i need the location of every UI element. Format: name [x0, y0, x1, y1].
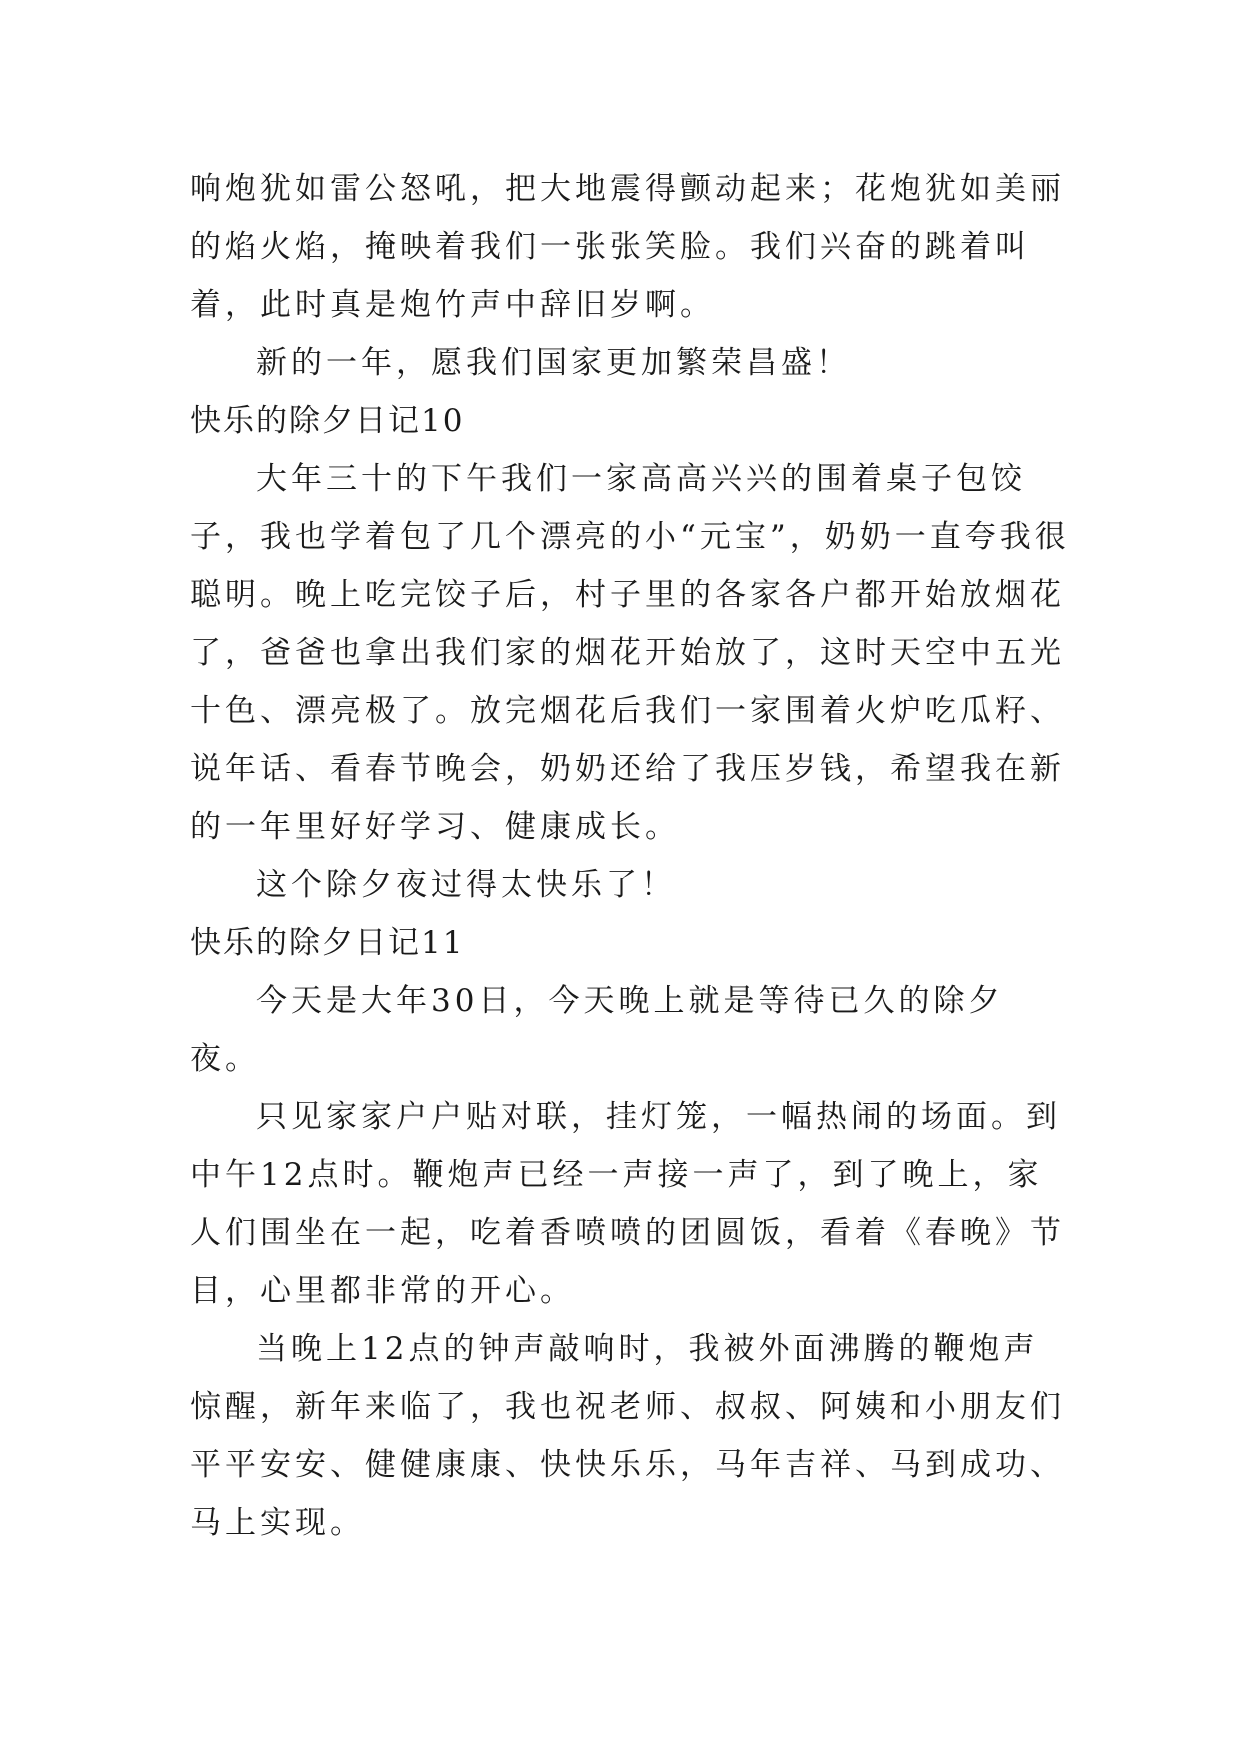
paragraph-new-year-wish: 新的一年，愿我们国家更加繁荣昌盛！: [256, 345, 851, 381]
paragraph-dumplings: 大年三十的下午我们一家高高兴兴的围着桌子包饺子，我也学着包了几个漂亮的小“元宝”，奶奶一直夸我很聪明。晚上吃完饺子后，村子里的各家各户都开始放烟花了，爸爸也拿出我们家的烟花开始放了，这时天空中五光十色、漂亮极了。放完烟花后我们一家围着火炉吃瓜籽、说年话、看春节晚会，奶奶还给了我压岁钱，希望我在新的一年里好好学习、健康成长。: [190, 461, 1070, 845]
diary-heading-11: 快乐的除夕日记11: [190, 925, 465, 961]
paragraph-happy-eve: 这个除夕夜过得太快乐了！: [256, 867, 676, 903]
diary-heading-10: 快乐的除夕日记10: [190, 403, 465, 439]
paragraph-firecrackers: 响炮犹如雷公怒吼，把大地震得颤动起来；花炮犹如美丽的焰火焰，掩映着我们一张张笑脸。我们兴奋的跳着叫着，此时真是炮竹声中辞旧岁啊。: [190, 171, 1065, 323]
paragraph-couplets: 只见家家户户贴对联，挂灯笼，一幅热闹的场面。到中午12点时。鞭炮声已经一声接一声了，到了晚上，家人们围坐在一起，吃着香喷喷的团圆饭，看着《春晚》节目，心里都非常的开心。: [190, 1099, 1065, 1309]
paragraph-midnight-bell: 当晚上12点的钟声敲响时，我被外面沸腾的鞭炮声惊醒，新年来临了，我也祝老师、叔叔、阿姨和小朋友们平平安安、健健康康、快快乐乐，马年吉祥、马到成功、马上实现。: [190, 1331, 1065, 1541]
paragraph-today-30: 今天是大年30日，今天晚上就是等待已久的除夕夜。: [190, 983, 1004, 1077]
document-body: [190, 160, 1070, 1552]
